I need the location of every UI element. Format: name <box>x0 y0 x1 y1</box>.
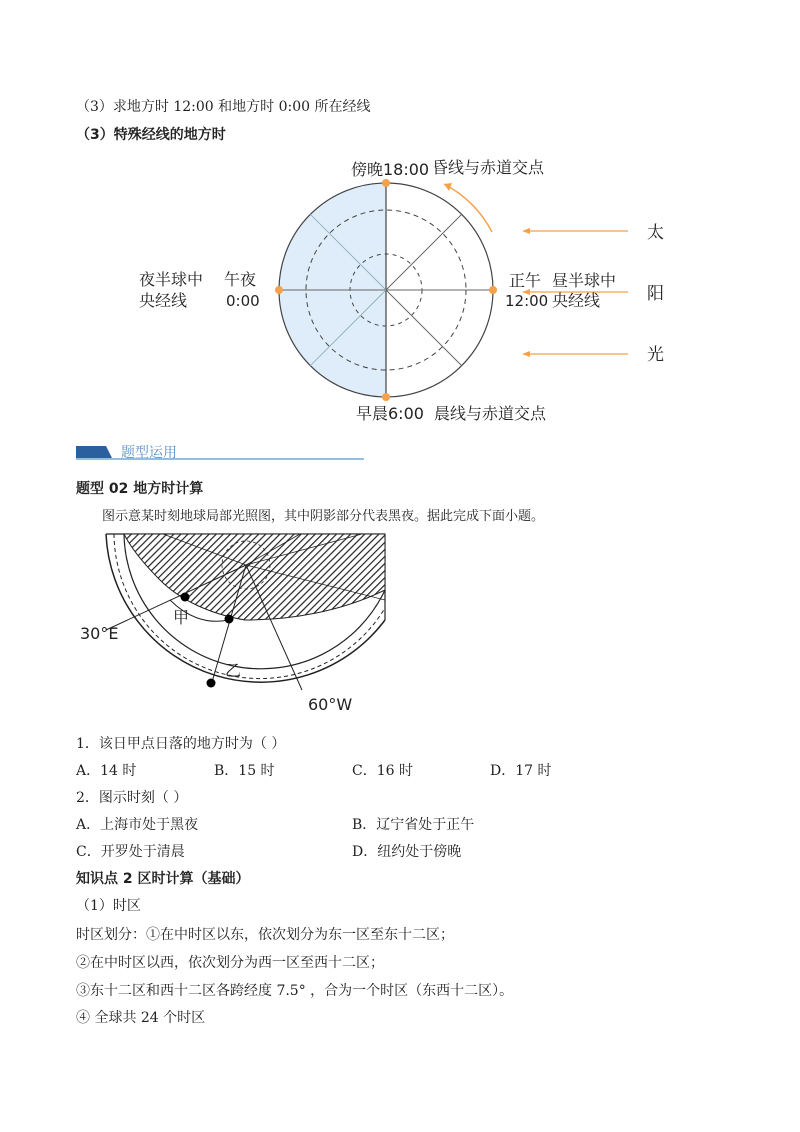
label-30e: 30°E <box>80 624 119 643</box>
section-header-title: 题型运用 <box>121 445 177 461</box>
sunlight-char-1: 太 <box>647 223 664 243</box>
q2-option-c[interactable]: C．开罗处于清晨 <box>76 844 185 860</box>
label-jia: 甲 <box>173 608 190 627</box>
label-yi: 乙 <box>225 661 242 680</box>
kp2-line-1: 时区划分：①在中时区以东，依次划分为东一区至东十二区； <box>76 927 454 943</box>
problem-intro: 图示意某时刻地球局部光照图，其中阴影部分代表黑夜。据此完成下面小题。 <box>102 509 545 524</box>
q1-option-d[interactable]: D．17 时 <box>490 763 552 779</box>
kp2-line-4: ④ 全球共 24 个时区 <box>76 1010 206 1026</box>
point-yi <box>207 679 216 688</box>
point-yi-upper <box>225 615 234 624</box>
left-label-1: 夜半球中 <box>139 270 204 289</box>
meridian-line <box>386 214 462 290</box>
q2-stem: 2．图示时刻（ ） <box>76 790 188 806</box>
bottom-time: 早晨6:00 <box>356 404 424 423</box>
sunlight-char-3: 光 <box>647 345 664 365</box>
label-60w: 60°W <box>308 695 353 714</box>
section-header-bar <box>76 443 364 461</box>
kp2-subtitle: （1）时区 <box>76 898 141 914</box>
left-label-2: 央经线 <box>139 291 188 310</box>
left-time-2: 0:00 <box>226 292 260 310</box>
q1-option-b[interactable]: B．15 时 <box>214 763 275 779</box>
right-label-2: 央经线 <box>552 291 601 310</box>
illumination-map <box>70 528 390 718</box>
intro-line: （3）求地方时 12:00 和地方时 0:00 所在经线 <box>76 99 371 115</box>
q2-option-a[interactable]: A．上海市处于黑夜 <box>76 817 199 833</box>
meridian-line <box>386 290 462 366</box>
q1-option-c[interactable]: C．16 时 <box>352 763 413 779</box>
right-time-1: 正午 <box>509 271 542 290</box>
section3-title: （3）特殊经线的地方时 <box>76 127 226 143</box>
q2-option-d[interactable]: D．纽约处于傍晚 <box>352 844 462 860</box>
q1-stem: 1．该日甲点日落的地方时为（ ） <box>76 736 286 752</box>
right-label-1: 昼半球中 <box>552 271 617 290</box>
problem-title: 题型 02 地方时计算 <box>76 481 204 497</box>
dusk-point <box>382 179 390 187</box>
midnight-point <box>275 286 283 294</box>
q1-option-a[interactable]: A．14 时 <box>76 763 137 779</box>
dawn-point <box>382 393 390 401</box>
point-jia <box>181 593 190 602</box>
noon-point <box>489 286 497 294</box>
sunlight-char-2: 阳 <box>647 284 664 304</box>
top-time: 傍晚18:00 <box>351 160 430 179</box>
kp2-line-2: ②在中时区以西，依次划分为西一区至西十二区； <box>76 955 384 971</box>
left-time-1: 午夜 <box>224 270 257 289</box>
right-time-2: 12:00 <box>505 292 549 310</box>
q2-option-b[interactable]: B．辽宁省处于正午 <box>352 817 475 833</box>
night-region <box>124 534 385 620</box>
bottom-label: 晨线与赤道交点 <box>434 404 547 423</box>
kp2-line-3: ③东十二区和西十二区各跨经度 7.5° ，合为一个时区（东西十二区）。 <box>76 983 514 999</box>
top-label: 昏线与赤道交点 <box>432 158 545 177</box>
local-time-diagram <box>120 148 680 430</box>
kp2-title: 知识点 2 区时计算（基础） <box>76 871 250 887</box>
